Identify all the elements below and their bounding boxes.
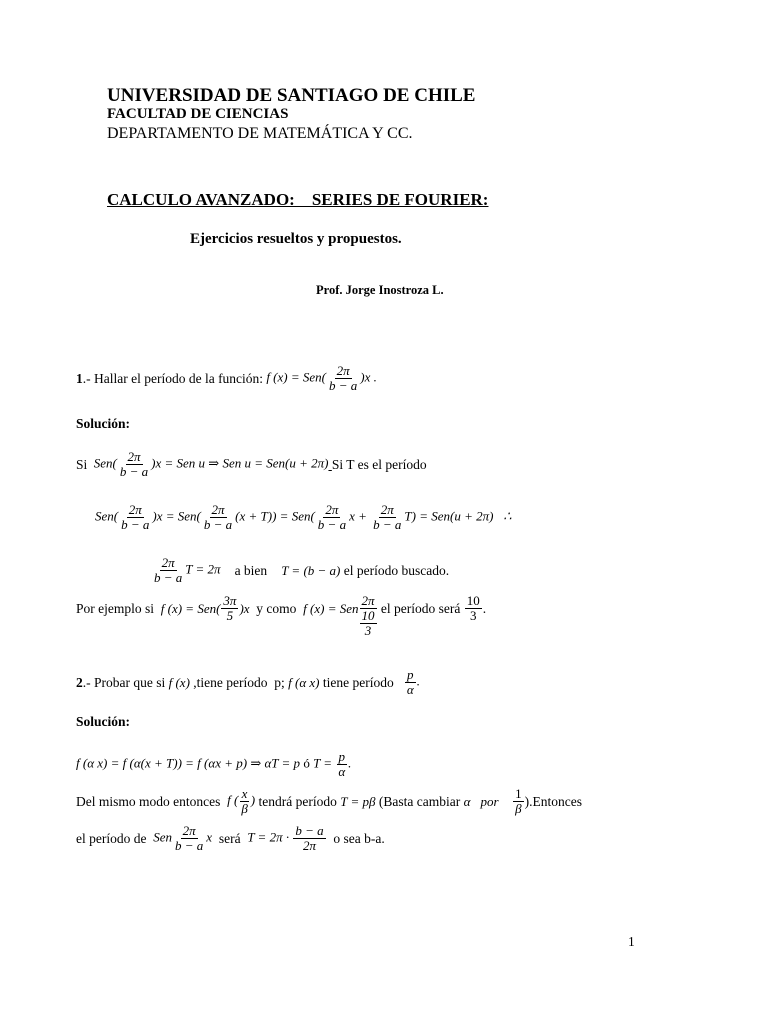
sera-text: será bbox=[218, 830, 241, 846]
o-sea-text: o sea b-a. bbox=[333, 830, 385, 846]
periodo-buscado-text: el período buscado. bbox=[343, 562, 450, 578]
el-periodo-de-text: el período de bbox=[76, 830, 147, 846]
si-t-text: Si T es el período bbox=[331, 456, 427, 472]
exercise1-solution-line1 bbox=[76, 450, 427, 479]
exercise1-solution-label: Solución: bbox=[76, 416, 131, 431]
university-name: UNIVERSIDAD DE SANTIAGO DE CHILE bbox=[107, 85, 476, 106]
formula-alpha-period: f (α x) = f (α(x + T)) = f (αx + p) ⇒ αT = p ó T = $\frac{p}{\alpha}$ . bbox=[76, 749, 352, 779]
tendra-text: tendrá período bbox=[258, 793, 337, 809]
exercise1-number: 1 bbox=[76, 370, 83, 386]
formula-f-definition: f (x) = Sen( $\frac{2\pi}{b - a}$ )x . bbox=[263, 363, 377, 393]
formula-period-derivation: Sen( $\frac{2\pi}{b - a}$ )x = Sen( $\frac{2\pi}{b - a}$ (x + T)) = Sen( $\frac{2\pi}{b - a}$ x + $\frac{2\pi}{b - a}$ T) = Sen(u + 2π) ∴ bbox=[95, 502, 512, 532]
department-name: DEPARTAMENTO DE MATEMÁTICA Y CC. bbox=[107, 125, 413, 142]
basta-text: (Basta cambiar bbox=[378, 793, 461, 809]
document-subtitle: Ejercicios resueltos y propuestos. bbox=[190, 231, 402, 247]
por-ejemplo-text: Por ejemplo si bbox=[76, 601, 154, 616]
exercise2-solution-label: Solución: bbox=[76, 714, 131, 729]
exercise2-solution-line2: Del mismo modo entonces f ( $\frac{x}{\beta}$ ) tendrá período T = pβ (Basta cambiar α por $\frac{1}{\beta}$ ).Entonces bbox=[76, 786, 582, 816]
exercise2-prompt-a: .- Probar que si bbox=[82, 674, 166, 690]
por-text: por bbox=[480, 793, 499, 809]
a-bien-text: a bien bbox=[234, 562, 268, 578]
exercise1-prompt: .- Hallar el período de la función: bbox=[82, 370, 264, 386]
author: Prof. Jorge Inostroza L. bbox=[316, 283, 444, 297]
course-title: CALCULO AVANZADO: SERIES DE FOURIER: bbox=[107, 190, 489, 209]
page-number: 1 bbox=[628, 934, 635, 949]
exercise2-solution-line3: el período de Sen $\frac{2\pi}{b - a}$ x será T = 2π · $\frac{b - a}{2\pi}$ o sea b-a. bbox=[76, 823, 385, 853]
exercise2-prompt-b: ,tiene período p; bbox=[193, 674, 285, 690]
exercise2-prompt-c: tiene período bbox=[322, 674, 394, 690]
del-mismo-text: Del mismo modo entonces bbox=[76, 793, 221, 809]
entonces-text: ).Entonces bbox=[524, 793, 582, 809]
exercise1-example: Por ejemplo si f (x) = Sen( $\frac{3\pi}{5}$ )x y como f (x) = Sen 2π 10 3 el período será $\frac{10}{3}$ . bbox=[76, 593, 487, 638]
exercise2-statement: 2 .- Probar que si f (x) ,tiene período p; f (α x) tiene período $\frac{p}{\alpha}$ . bbox=[76, 667, 420, 697]
si-text: Si bbox=[76, 456, 88, 472]
exercise2-number: 2 bbox=[76, 674, 83, 690]
formula-period-result: $\frac{2\pi}{b - a}$ T = 2π a bien T = (b − a) el período buscado. bbox=[154, 555, 450, 585]
faculty-name: FACULTAD DE CIENCIAS bbox=[107, 106, 289, 122]
y-como-text: y como bbox=[256, 601, 297, 616]
exercise1-statement bbox=[76, 364, 377, 393]
el-periodo-sera-text: el período será bbox=[380, 601, 461, 616]
formula-substitution: Sen( $\frac{2\pi}{b - a}$ )x = Sen u ⇒ Sen u = Sen(u + 2π) bbox=[87, 449, 329, 479]
